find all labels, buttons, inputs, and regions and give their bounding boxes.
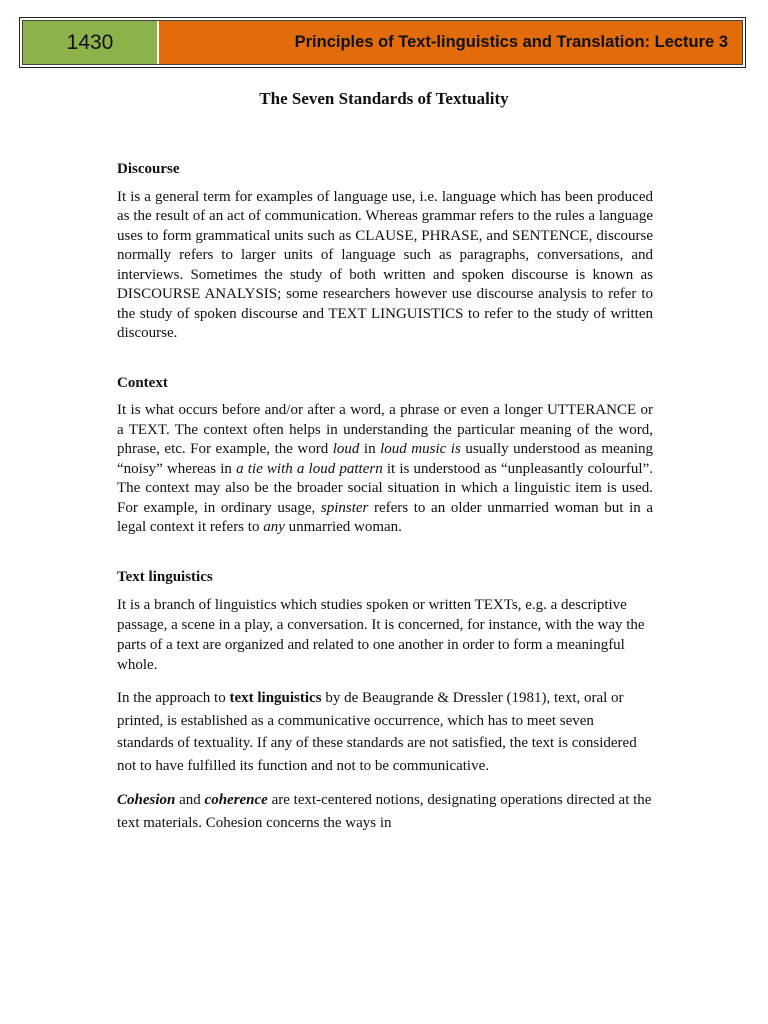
text-run: by de Beaugrande & Dressler (1981), text, oral or printed, is established as a communicative occurrence, which has to meet seven standards of textuality. If any of these standards are not satisfied, the text is considered not to have fulfilled its function and not to be communicative.	[117, 690, 637, 774]
section-context	[117, 374, 653, 538]
bold-run: text linguistics	[229, 690, 322, 706]
paragraph-cohesion	[117, 789, 653, 834]
text-run: refers to an older unmarried woman but in a legal context it refers to	[117, 499, 654, 535]
italic-run: Cohesion	[117, 792, 176, 808]
text-run: and	[175, 792, 205, 808]
italic-run: loud music is	[380, 441, 461, 457]
section-heading-text-linguistics: Text linguistics	[117, 568, 213, 585]
lecture-header	[19, 17, 746, 68]
italic-run: spinster	[320, 499, 369, 516]
text-run: unmarried woman.	[284, 519, 402, 535]
italic-run: any	[263, 519, 285, 535]
text-run: In the approach to	[117, 690, 230, 706]
document-title: The Seven Standards of Textuality	[259, 89, 509, 108]
text-run: usually understood as meaning “noisy” whereas in	[117, 441, 654, 477]
section-heading-context: Context	[117, 374, 168, 391]
italic-run: loud	[332, 441, 360, 457]
paragraph-context	[117, 401, 653, 538]
section-discourse	[117, 160, 653, 344]
text-run: are text-centered notions, designating operations directed at the text materials. Cohesion concerns the ways in	[117, 792, 652, 831]
course-code: 1430	[23, 21, 159, 64]
bold-italic-run	[117, 792, 175, 808]
text-run: It is what occurs before and/or after a word, a phrase or even a longer UTTERANCE or a TEXT. The context often helps in understanding the particular meaning of the word, phrase, etc. For example, the word	[117, 402, 653, 457]
italic-run: coherence	[204, 792, 268, 808]
text-run: in	[359, 441, 381, 457]
italic-run: a tie with a loud pattern	[236, 460, 383, 477]
bold-italic-run	[205, 792, 268, 808]
paragraph-discourse: It is a general term for examples of language use, i.e. language which has been produced as the result of an act of communication. Whereas grammar refers to the rules a language uses to form grammatical units such as CLAUSE, PHRASE, and SENTENCE, discourse normally refers to larger units of language such as paragraphs, conversations, and interviews. Sometimes the study of both written and spoken discourse is known as DISCOURSE ANALYSIS; some researchers however use discourse analysis to refer to the study of spoken discourse and TEXT LINGUISTICS to refer to the study of written discourse.	[117, 188, 653, 341]
section-text-linguistics	[117, 568, 653, 835]
document-body	[117, 160, 653, 834]
section-heading-discourse: Discourse	[117, 161, 180, 177]
paragraph-text-linguistics-2	[117, 687, 653, 777]
paragraph-text-linguistics-1: It is a branch of linguistics which studies spoken or written TEXTs, e.g. a descriptive passage, a scene in a play, a conversation. It is concerned, for instance, with the way the parts of a text are organized and related to one another in order to form a meaningful whole.	[117, 597, 645, 673]
text-run: it is understood as “unpleasantly colourful”. The context may also be the broader social situation in which a linguistic item is used. For example, in ordinary usage,	[117, 460, 653, 516]
header-inner	[22, 20, 743, 65]
lecture-title: Principles of Text-linguistics and Translation: Lecture 3	[159, 21, 742, 64]
